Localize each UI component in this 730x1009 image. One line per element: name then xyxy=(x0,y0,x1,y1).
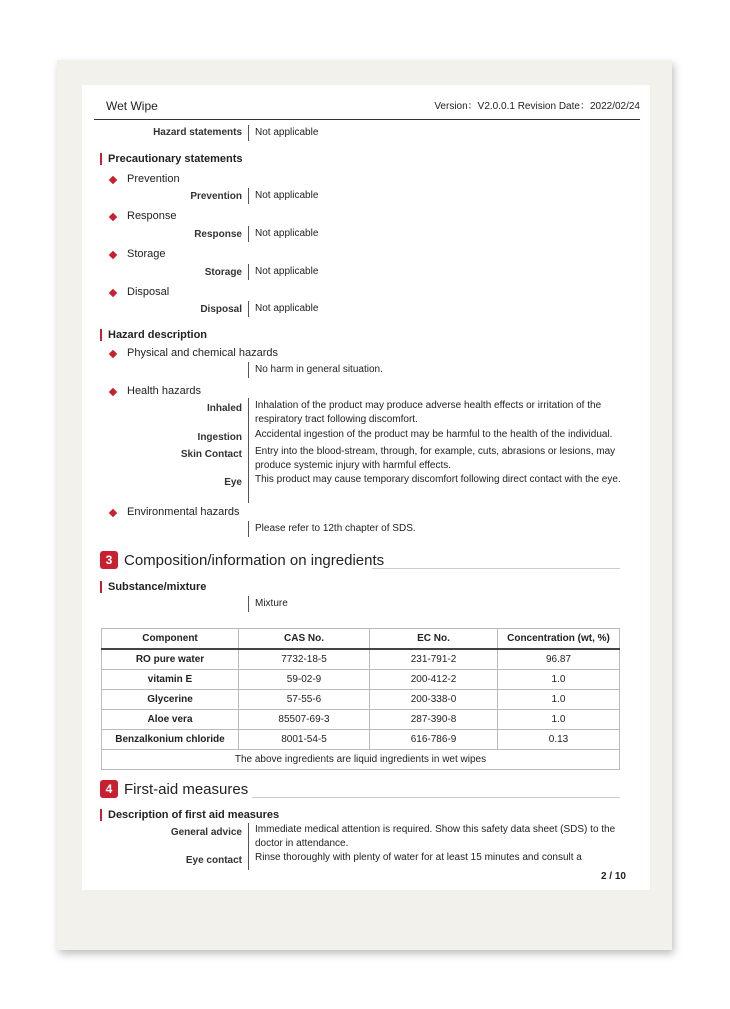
column-header: Component xyxy=(102,629,239,650)
separator xyxy=(248,823,249,870)
table-cell: 1.0 xyxy=(498,690,620,710)
table-header-row xyxy=(102,629,620,650)
separator xyxy=(248,188,249,204)
bullet-item: Disposal xyxy=(127,286,170,298)
field-value: Not applicable xyxy=(255,190,319,201)
column-header: EC No. xyxy=(370,629,498,650)
table-cell: 59-02-9 xyxy=(239,670,370,690)
field-label: General advice xyxy=(170,827,242,838)
separator xyxy=(248,125,249,141)
field-label: Eye contact xyxy=(185,855,242,866)
table-row xyxy=(102,670,620,690)
diamond-bullet-icon xyxy=(109,251,117,259)
table-cell: RO pure water xyxy=(102,649,239,670)
field-value: Not applicable xyxy=(255,266,319,277)
section-title: First-aid measures xyxy=(124,780,249,798)
field-value: Please refer to 12th chapter of SDS. xyxy=(255,523,416,534)
table-cell: 8001-54-5 xyxy=(239,730,370,750)
ingredients-table xyxy=(101,628,620,770)
diamond-bullet-icon xyxy=(109,289,117,297)
table-cell: Aloe vera xyxy=(102,710,239,730)
field-value: This product may cause temporary discomfort following direct contact with the eye. xyxy=(255,474,621,485)
table-cell: 287-390-8 xyxy=(370,710,498,730)
separator xyxy=(248,521,249,537)
table-cell: 1.0 xyxy=(498,670,620,690)
bullet-item: Storage xyxy=(127,248,166,260)
bullet-item: Health hazards xyxy=(127,385,201,397)
table-row xyxy=(102,730,620,750)
bullet-item: Environmental hazards xyxy=(127,506,240,518)
diamond-bullet-icon xyxy=(109,388,117,396)
doc-title: Wet Wipe xyxy=(106,99,158,113)
subheading: Hazard description xyxy=(100,329,207,341)
separator xyxy=(248,301,249,317)
table-cell: Benzalkonium chloride xyxy=(102,730,239,750)
field-label: Hazard statements xyxy=(153,127,242,138)
page-number: 2 / 10 xyxy=(600,871,626,882)
section-number: 3 xyxy=(100,551,118,569)
diamond-bullet-icon xyxy=(109,213,117,221)
subheading: Precautionary statements xyxy=(100,153,243,165)
field-value: Not applicable xyxy=(255,127,319,138)
table-note-row xyxy=(102,750,620,770)
bullet-item: Physical and chemical hazards xyxy=(127,347,279,359)
field-value: Accidental ingestion of the product may be harmful to the health of the individual. xyxy=(255,429,613,440)
diamond-bullet-icon xyxy=(109,509,117,517)
field-label: Prevention xyxy=(190,191,242,202)
table-row xyxy=(102,649,620,670)
field-value: No harm in general situation. xyxy=(255,364,383,375)
subheading: Substance/mixture xyxy=(100,581,206,593)
field-value: Not applicable xyxy=(255,228,319,239)
table-cell: 200-412-2 xyxy=(370,670,498,690)
table-cell: 200-338-0 xyxy=(370,690,498,710)
separator xyxy=(248,362,249,378)
field-value: Inhalation of the product may produce adverse health effects or irritation of the respiratory tract following discomfort. xyxy=(255,400,602,425)
table-row xyxy=(102,690,620,710)
field-value: Rinse thoroughly with plenty of water for at least 15 minutes and consult a xyxy=(255,852,582,863)
diamond-bullet-icon xyxy=(109,176,117,184)
table-cell: 85507-69-3 xyxy=(239,710,370,730)
field-value: Entry into the blood-stream, through, for example, cuts, abrasions or lesions, may produce systemic injury with harmful effects. xyxy=(255,446,616,471)
field-label: Storage xyxy=(204,267,242,278)
table-cell: vitamin E xyxy=(102,670,239,690)
field-value: Mixture xyxy=(255,598,288,609)
version-info: Version：V2.0.0.1 Revision Date：2022/02/24 xyxy=(434,101,640,112)
field-label: Disposal xyxy=(200,304,242,315)
column-header: Concentration (wt, %) xyxy=(498,629,620,650)
field-label: Response xyxy=(194,229,242,240)
section-heading-4 xyxy=(100,780,248,798)
field-label: Ingestion xyxy=(197,432,242,443)
table-cell: 7732-18-5 xyxy=(239,649,370,670)
table-cell: 616-786-9 xyxy=(370,730,498,750)
table-note: The above ingredients are liquid ingredients in wet wipes xyxy=(102,750,620,770)
separator xyxy=(248,596,249,612)
field-label: Inhaled xyxy=(206,403,242,414)
divider xyxy=(372,568,620,569)
subheading: Description of first aid measures xyxy=(100,809,279,821)
bullet-item: Response xyxy=(127,210,177,222)
divider xyxy=(252,797,620,798)
section-title: Composition/information on ingredients xyxy=(124,551,385,569)
separator xyxy=(248,264,249,280)
field-label: Eye xyxy=(224,477,242,488)
sds-page xyxy=(82,85,650,890)
diamond-bullet-icon xyxy=(109,350,117,358)
header-rule xyxy=(94,119,640,120)
column-header: CAS No. xyxy=(239,629,370,650)
separator xyxy=(248,398,249,503)
table-cell: 57-55-6 xyxy=(239,690,370,710)
table-cell: Glycerine xyxy=(102,690,239,710)
field-value: Not applicable xyxy=(255,303,319,314)
section-heading-3 xyxy=(100,551,384,569)
field-label: Skin Contact xyxy=(180,449,242,460)
table-cell: 96.87 xyxy=(498,649,620,670)
table-cell: 231-791-2 xyxy=(370,649,498,670)
section-number: 4 xyxy=(100,780,118,798)
bullet-item: Prevention xyxy=(127,173,180,185)
separator xyxy=(248,226,249,242)
table-cell: 0.13 xyxy=(498,730,620,750)
table-row xyxy=(102,710,620,730)
field-value: Immediate medical attention is required. Show this safety data sheet (SDS) to the doctor in attendance. xyxy=(255,824,616,849)
table-cell: 1.0 xyxy=(498,710,620,730)
